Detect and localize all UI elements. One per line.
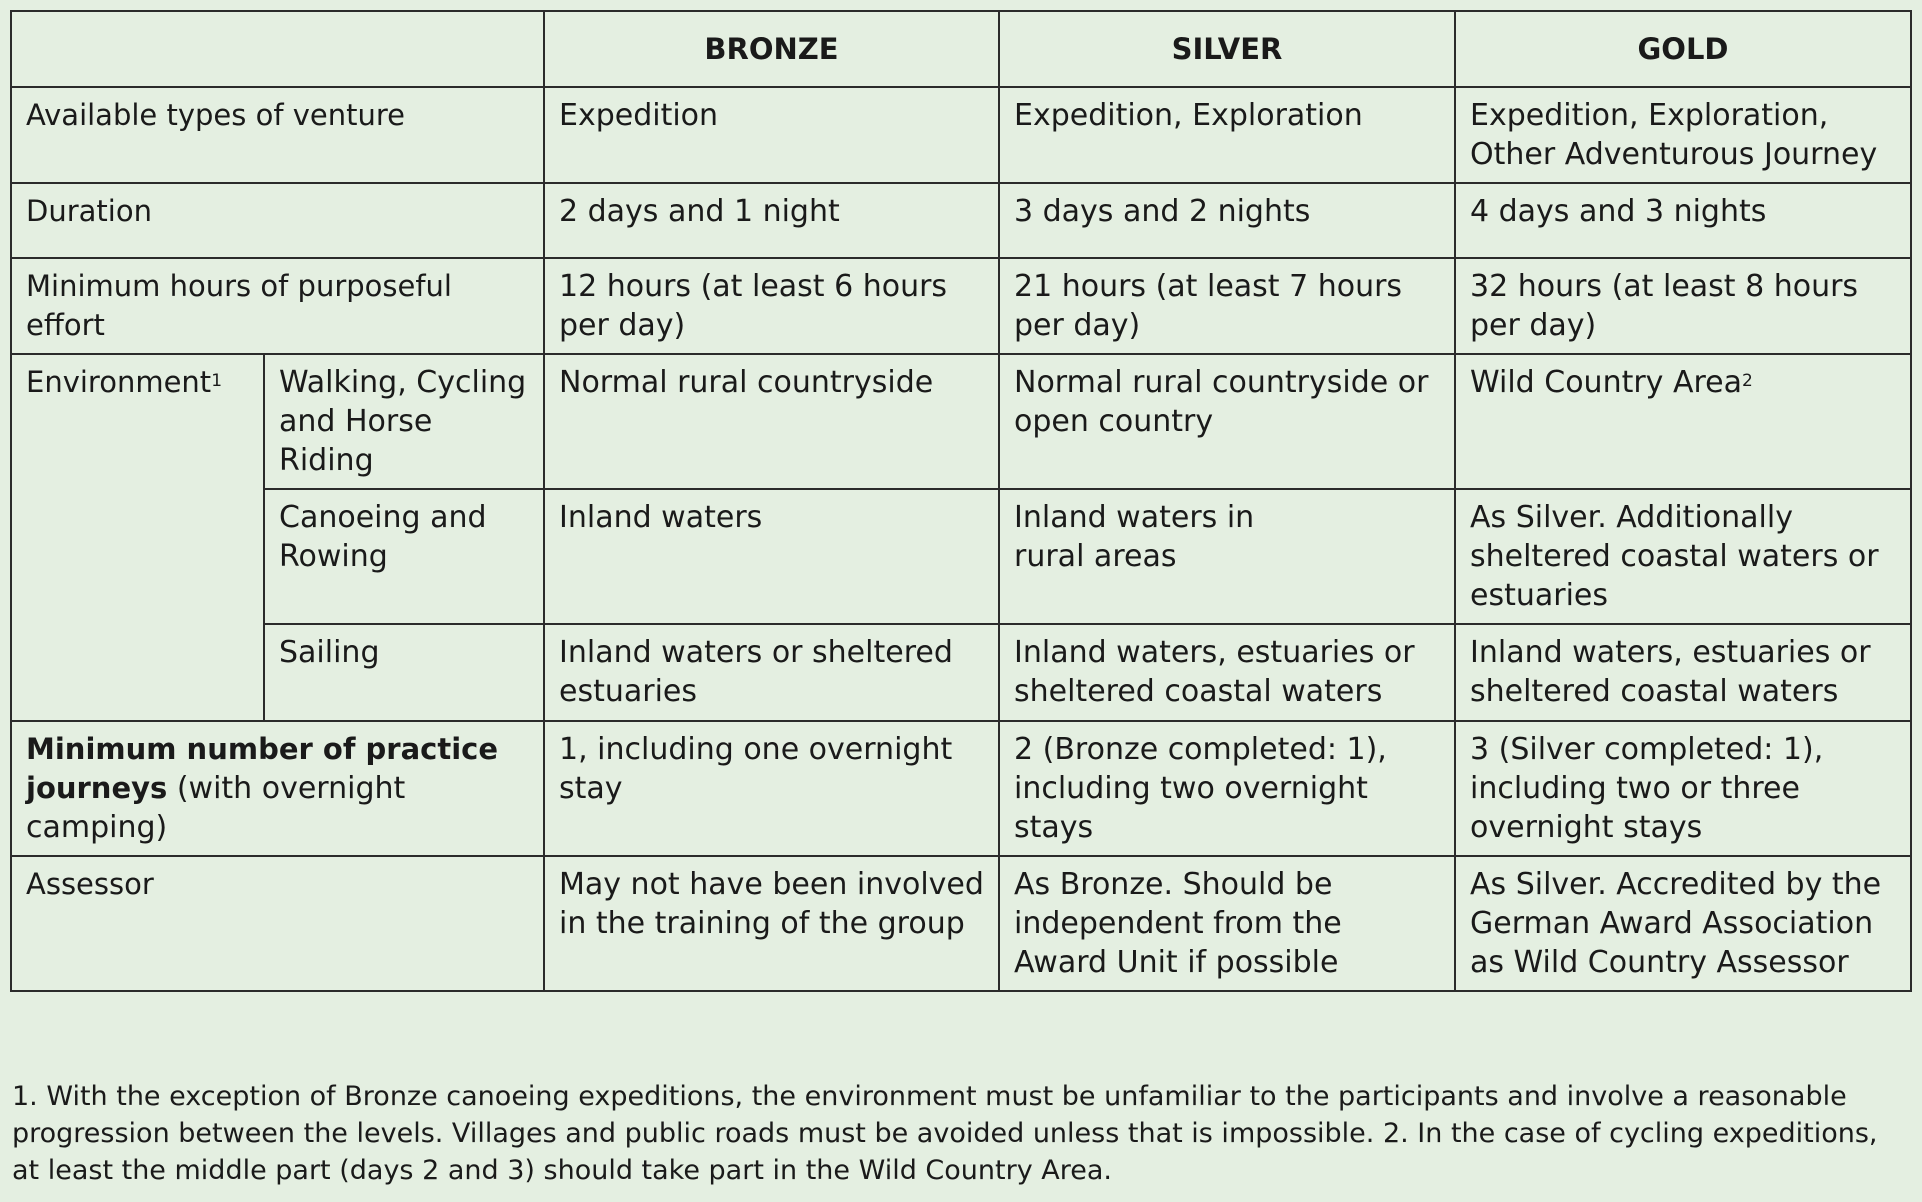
row-env-walking: [11, 354, 1911, 489]
cell-practice-silver-line2: including two overnight stays: [1014, 771, 1368, 845]
cell-venture-gold-line2: Other Adventurous Journey: [1470, 137, 1878, 172]
cell-walking-gold: [1455, 354, 1911, 489]
header-silver: SILVER: [999, 11, 1455, 87]
cell-canoeing-silver-line1: Inland waters in: [1014, 500, 1255, 535]
row-env-canoeing: [11, 489, 1911, 624]
cell-duration-bronze: 2 days and 1 night: [544, 183, 999, 258]
cell-practice-gold: [1455, 721, 1911, 856]
cell-practice-gold-line2: including two or three overnight stays: [1470, 771, 1800, 845]
cell-canoeing-bronze: Inland waters: [544, 489, 999, 624]
cell-canoeing-gold: As Silver. Additionally sheltered coastal waters or estuaries: [1455, 489, 1911, 624]
label-practice-journeys: [11, 721, 544, 856]
cell-duration-gold: 4 days and 3 nights: [1455, 183, 1911, 258]
header-bronze: BRONZE: [544, 11, 999, 87]
label-env-canoeing: [264, 489, 544, 624]
cell-canoeing-silver: [999, 489, 1455, 624]
header-gold: GOLD: [1455, 11, 1911, 87]
cell-practice-bronze: 1, including one overnight stay: [544, 721, 999, 856]
footnote-ref-1: 1: [211, 371, 223, 391]
label-duration: Duration: [11, 183, 544, 258]
header-row: [11, 11, 1911, 87]
cell-sailing-gold: Inland waters, estuaries or sheltered coastal waters: [1455, 624, 1911, 721]
footnote-ref-2: 2: [1742, 371, 1753, 391]
cell-practice-silver-line1: 2 (Bronze completed: 1),: [1014, 732, 1387, 767]
label-environment-text: Environment: [26, 365, 212, 399]
cell-venture-gold: [1455, 87, 1911, 183]
label-env-walking: Walking, Cycling and Horse Riding: [264, 354, 544, 489]
cell-venture-bronze: Expedition: [544, 87, 999, 183]
cell-walking-silver: Normal rural countryside or open country: [999, 354, 1455, 489]
cell-venture-silver: Expedition, Exploration: [999, 87, 1455, 183]
row-duration: [11, 183, 1911, 258]
cell-duration-silver: 3 days and 2 nights: [999, 183, 1455, 258]
row-min-hours: [11, 258, 1911, 354]
header-empty-cell: [11, 11, 544, 87]
row-assessor: [11, 856, 1911, 991]
cell-hours-bronze: 12 hours (at least 6 hours per day): [544, 258, 999, 354]
label-env-canoeing-line1: Canoeing and: [279, 500, 487, 535]
cell-assessor-bronze: May not have been involved in the training of the group: [544, 856, 999, 991]
label-environment: [11, 354, 264, 721]
cell-practice-silver: [999, 721, 1455, 856]
row-env-sailing: [11, 624, 1911, 721]
row-venture-types: [11, 87, 1911, 183]
label-assessor: Assessor: [11, 856, 544, 991]
label-env-canoeing-line2: Rowing: [279, 539, 388, 574]
row-practice-journeys: [11, 721, 1911, 856]
cell-walking-bronze: Normal rural countryside: [544, 354, 999, 489]
cell-walking-gold-text: Wild Country Area: [1470, 365, 1743, 400]
label-env-sailing: Sailing: [264, 624, 544, 721]
cell-practice-gold-line1: 3 (Silver completed: 1),: [1470, 732, 1824, 767]
cell-hours-silver: 21 hours (at least 7 hours per day): [999, 258, 1455, 354]
cell-canoeing-silver-line2: rural areas: [1014, 539, 1177, 574]
award-requirements-table: [10, 10, 1912, 992]
cell-sailing-silver: Inland waters, estuaries or sheltered coastal waters: [999, 624, 1455, 721]
footnote-text: 1. With the exception of Bronze canoeing expeditions, the environment must be unfamiliar to the participants and involve a reasonable progression between the levels. Villages and public roads must be avoided unless that is impossible. 2. In the case of cycling expeditions, at least the middle part (days 2 and 3) should take part in the Wild Country Area.: [12, 1081, 1878, 1186]
cell-venture-gold-line1: Expedition, Exploration,: [1470, 98, 1829, 133]
label-venture-types: Available types of venture: [11, 87, 544, 183]
cell-sailing-bronze: Inland waters or sheltered estuaries: [544, 624, 999, 721]
label-min-hours: Minimum hours of purposeful effort: [11, 258, 544, 354]
cell-assessor-gold: As Silver. Accredited by the German Award Association as Wild Country Assessor: [1455, 856, 1911, 991]
label-practice-normal: (with overnight camping): [26, 771, 406, 845]
cell-hours-gold: 32 hours (at least 8 hours per day): [1455, 258, 1911, 354]
cell-assessor-silver: As Bronze. Should be independent from the Award Unit if possible: [999, 856, 1455, 991]
label-practice-bold: Minimum number of practice journeys: [26, 732, 499, 805]
